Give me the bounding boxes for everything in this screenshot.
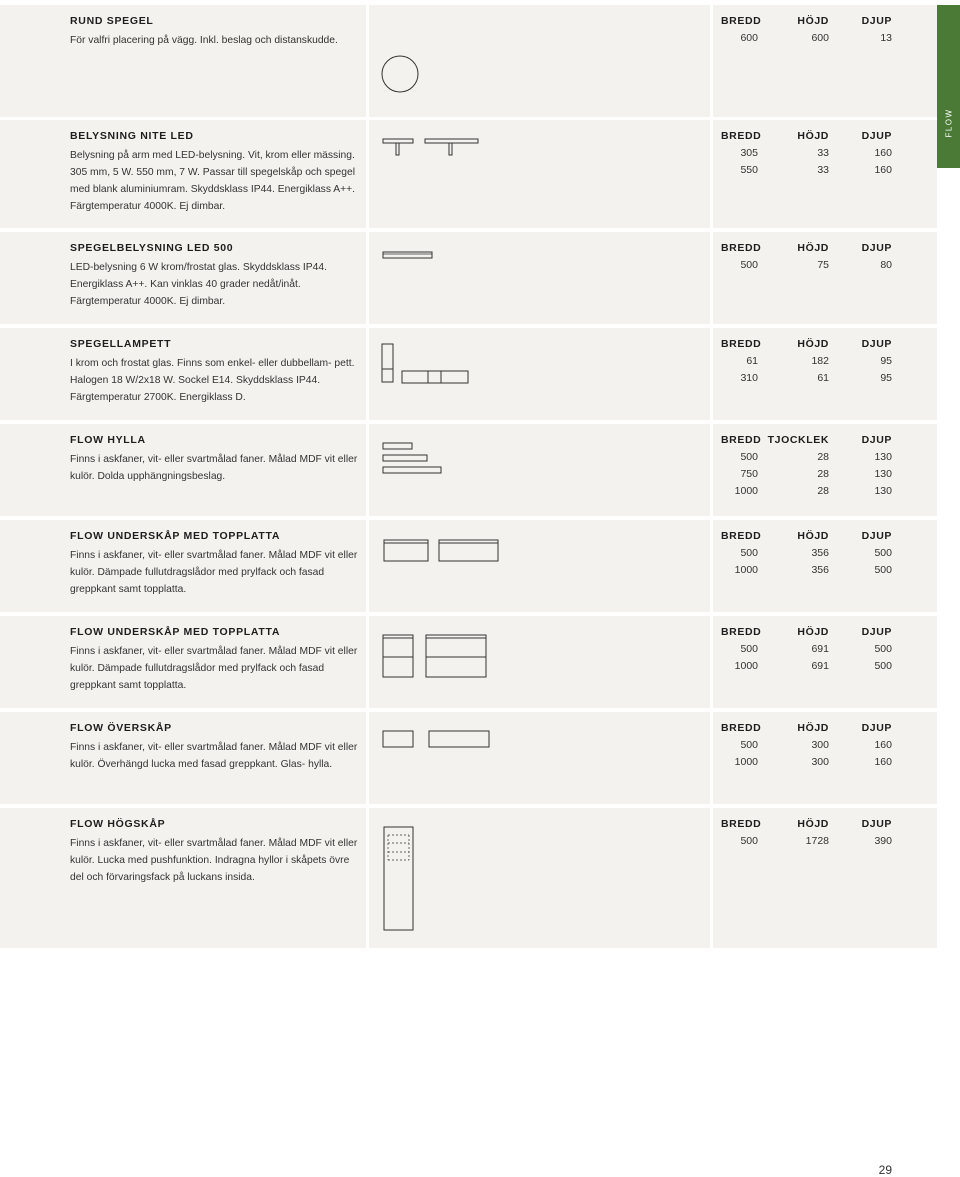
- product-info: [0, 520, 366, 612]
- spec-value: 95: [880, 355, 892, 367]
- product-info: [0, 424, 366, 516]
- spec-value: 390: [874, 835, 892, 847]
- product-title: SPEGELBELYSNING LED 500: [70, 242, 234, 254]
- product-specs-cell: [713, 616, 937, 708]
- spec-value: 160: [874, 756, 892, 768]
- spec-value: 500: [740, 259, 758, 271]
- spec-header-col: HÖJD: [797, 818, 829, 830]
- product-drawing-cell: [369, 328, 710, 420]
- product-specs-cell: [713, 808, 937, 948]
- spec-header-col: HÖJD: [797, 130, 829, 142]
- product-description: Belysning på arm med LED-belysning. Vit, krom eller mässing. 305 mm, 5 W. 550 mm, 7 W. Passar till spegelskåp och spegel med blank aluminiumram. Skyddsklass IP44. Energiklass A++. Färgtemperatur 4000K. Ej dimbar.: [70, 150, 356, 212]
- spec-row: [721, 835, 911, 852]
- product-description: I krom och frostat glas. Finns som enkel- eller dubbellam- pett. Halogen 18 W/2x18 W. Sockel E14. Skyddsklass IP44. Färgtemperatur 2700K. Energiklass D.: [70, 358, 355, 403]
- product-specs-cell: [713, 5, 937, 117]
- spec-value: 500: [740, 739, 758, 751]
- spec-value: 356: [811, 547, 829, 559]
- spec-header-col: BREDD: [721, 15, 762, 27]
- spec-value: 300: [811, 756, 829, 768]
- spec-row: [721, 564, 911, 581]
- spec-value: 160: [874, 147, 892, 159]
- spec-header-col: HÖJD: [797, 242, 829, 254]
- spec-header-col: DJUP: [861, 818, 892, 830]
- spec-value: 33: [817, 164, 829, 176]
- spec-table: [721, 530, 911, 581]
- spec-value: 691: [811, 660, 829, 672]
- spec-value: 1000: [734, 756, 758, 768]
- spec-value: 600: [740, 32, 758, 44]
- spec-row: [721, 147, 911, 164]
- product-row-spegellampett: [0, 328, 937, 420]
- product-title: SPEGELLAMPETT: [70, 338, 172, 350]
- product-title: FLOW HYLLA: [70, 434, 146, 446]
- spec-header-col: BREDD: [721, 530, 762, 542]
- spec-value: 28: [817, 451, 829, 463]
- side-tab-flow: [937, 5, 960, 168]
- product-row-flow-hylla: [0, 424, 937, 516]
- spec-value: 550: [740, 164, 758, 176]
- spec-row: [721, 643, 911, 660]
- spec-value: 500: [874, 547, 892, 559]
- spec-table: [721, 626, 911, 677]
- product-row-spegelbelysning-led-500: [0, 232, 937, 324]
- spec-row: [721, 660, 911, 677]
- product-specs-cell: [713, 712, 937, 804]
- tall-cabinet-drawing: [369, 808, 710, 948]
- product-info: [0, 328, 366, 420]
- product-info: [0, 712, 366, 804]
- spec-row: [721, 372, 911, 389]
- spec-value: 500: [740, 547, 758, 559]
- product-row-flow-overskap: [0, 712, 937, 804]
- spec-value: 80: [880, 259, 892, 271]
- product-description: För valfri placering på vägg. Inkl. beslag och distanskudde.: [70, 35, 338, 46]
- product-drawing-cell: [369, 424, 710, 516]
- spec-header-col: HÖJD: [797, 338, 829, 350]
- spec-table: [721, 338, 911, 389]
- spec-header: [721, 530, 911, 547]
- spec-row: [721, 468, 911, 485]
- product-drawing-cell: [369, 232, 710, 324]
- spec-row: [721, 756, 911, 773]
- spec-header-col: HÖJD: [797, 15, 829, 27]
- spec-header-col: BREDD: [721, 130, 762, 142]
- product-info: [0, 232, 366, 324]
- product-specs-cell: [713, 520, 937, 612]
- spec-table: [721, 15, 911, 49]
- spec-row: [721, 451, 911, 468]
- product-specs-cell: [713, 232, 937, 324]
- spec-header-col: DJUP: [861, 242, 892, 254]
- spec-row: [721, 355, 911, 372]
- spec-value: 130: [874, 485, 892, 497]
- spec-row: [721, 485, 911, 502]
- product-info: [0, 616, 366, 708]
- spec-header-col: BREDD: [721, 434, 762, 446]
- spec-row: [721, 547, 911, 564]
- product-row-flow-underskap-1: [0, 520, 937, 612]
- spec-value: 95: [880, 372, 892, 384]
- product-drawing-cell: [369, 120, 710, 228]
- spec-value: 600: [811, 32, 829, 44]
- spec-value: 160: [874, 164, 892, 176]
- spec-value: 160: [874, 739, 892, 751]
- spec-value: 1000: [734, 660, 758, 672]
- spec-header-col: HÖJD: [797, 530, 829, 542]
- spec-header: [721, 338, 911, 355]
- spec-value: 28: [817, 485, 829, 497]
- spec-header-col: DJUP: [861, 722, 892, 734]
- spec-header-col: DJUP: [861, 15, 892, 27]
- product-title: FLOW UNDERSKÅP MED TOPPLATTA: [70, 530, 281, 542]
- spec-value: 130: [874, 468, 892, 480]
- spec-value: 305: [740, 147, 758, 159]
- spec-header-col: DJUP: [861, 626, 892, 638]
- product-row-flow-hogskap: [0, 808, 937, 948]
- spec-header-col: TJOCKLEK: [767, 434, 829, 446]
- product-specs-cell: [713, 424, 937, 516]
- spec-header: [721, 722, 911, 739]
- round-mirror-drawing: [369, 5, 710, 117]
- spec-row: [721, 32, 911, 49]
- spec-value: 1000: [734, 485, 758, 497]
- product-drawing-cell: [369, 616, 710, 708]
- product-specs-cell: [713, 120, 937, 228]
- spec-table: [721, 818, 911, 852]
- spec-value: 61: [817, 372, 829, 384]
- product-description: Finns i askfaner, vit- eller svartmålad faner. Målad MDF vit eller kulör. Dämpade fullutdragslådor med prylfack och fasad greppkant samt topplatta.: [70, 646, 358, 691]
- spec-header-col: BREDD: [721, 818, 762, 830]
- product-drawing-cell: [369, 808, 710, 948]
- product-info: [0, 808, 366, 948]
- spec-header-col: BREDD: [721, 722, 762, 734]
- spec-header-col: DJUP: [861, 338, 892, 350]
- spec-header-col: BREDD: [721, 242, 762, 254]
- spec-value: 1000: [734, 564, 758, 576]
- page-number: 29: [878, 1163, 892, 1177]
- product-title: FLOW UNDERSKÅP MED TOPPLATTA: [70, 626, 281, 638]
- spec-value: 500: [740, 451, 758, 463]
- product-title: FLOW HÖGSKÅP: [70, 818, 166, 830]
- wall-lamp-drawing: [369, 328, 710, 420]
- spec-value: 356: [811, 564, 829, 576]
- spec-value: 130: [874, 451, 892, 463]
- side-tab-label: FLOW: [944, 108, 953, 138]
- product-row-flow-underskap-2: [0, 616, 937, 708]
- spec-value: 33: [817, 147, 829, 159]
- spec-header-col: BREDD: [721, 626, 762, 638]
- product-description: Finns i askfaner, vit- eller svartmålad faner. Målad MDF vit eller kulör. Lucka med pushfunktion. Indragna hyllor i skåpets övre del och förvaringsfack på luckans insida.: [70, 838, 358, 883]
- spec-header-col: BREDD: [721, 338, 762, 350]
- spec-value: 500: [740, 643, 758, 655]
- product-drawing-cell: [369, 520, 710, 612]
- spec-table: [721, 434, 911, 502]
- product-info: [0, 5, 366, 117]
- spec-header-col: DJUP: [861, 130, 892, 142]
- product-drawing-cell: [369, 712, 710, 804]
- spec-header: [721, 130, 911, 147]
- spec-value: 13: [880, 32, 892, 44]
- spec-header: [721, 15, 911, 32]
- spec-header-col: DJUP: [861, 434, 892, 446]
- spec-value: 300: [811, 739, 829, 751]
- spec-value: 61: [746, 355, 758, 367]
- product-description: Finns i askfaner, vit- eller svartmålad faner. Målad MDF vit eller kulör. Överhängd lucka med fasad greppkant. Glas- hylla.: [70, 742, 358, 770]
- spec-value: 691: [811, 643, 829, 655]
- product-row-belysning-nite-led: [0, 120, 937, 228]
- spec-value: 500: [740, 835, 758, 847]
- spec-value: 500: [874, 660, 892, 672]
- spec-value: 310: [740, 372, 758, 384]
- spec-value: 75: [817, 259, 829, 271]
- spec-value: 500: [874, 564, 892, 576]
- spec-value: 182: [811, 355, 829, 367]
- spec-header-col: HÖJD: [797, 722, 829, 734]
- base-cabinet-drawing: [369, 520, 710, 612]
- spec-value: 1728: [805, 835, 829, 847]
- product-title: RUND SPEGEL: [70, 15, 154, 27]
- spec-table: [721, 722, 911, 773]
- spec-table: [721, 130, 911, 181]
- spec-row: [721, 164, 911, 181]
- base-cabinet-two-drawer-drawing: [369, 616, 710, 708]
- spec-header: [721, 434, 911, 451]
- product-description: Finns i askfaner, vit- eller svartmålad faner. Målad MDF vit eller kulör. Dolda upphängningsbeslag.: [70, 454, 358, 482]
- spec-header: [721, 242, 911, 259]
- spec-value: 500: [874, 643, 892, 655]
- led-mirror-light-drawing: [369, 232, 710, 324]
- spec-value: 28: [817, 468, 829, 480]
- spec-header: [721, 626, 911, 643]
- led-arm-light-drawing: [369, 120, 710, 228]
- wall-cabinet-drawing: [369, 712, 710, 804]
- product-title: FLOW ÖVERSKÅP: [70, 722, 172, 734]
- product-description: LED-belysning 6 W krom/frostat glas. Skyddsklass IP44. Energiklass A++. Kan vinklas 40 grader nedåt/inåt. Färgtemperatur 4000K. Ej dimbar.: [70, 262, 327, 307]
- shelf-drawing: [369, 424, 710, 516]
- spec-table: [721, 242, 911, 276]
- product-info: [0, 120, 366, 228]
- spec-row: [721, 259, 911, 276]
- spec-header: [721, 818, 911, 835]
- product-drawing-cell: [369, 5, 710, 117]
- spec-header-col: DJUP: [861, 530, 892, 542]
- product-specs-cell: [713, 328, 937, 420]
- spec-header-col: HÖJD: [797, 626, 829, 638]
- product-description: Finns i askfaner, vit- eller svartmålad faner. Målad MDF vit eller kulör. Dämpade fullutdragslådor med prylfack och fasad greppkant samt topplatta.: [70, 550, 358, 595]
- product-title: BELYSNING NITE LED: [70, 130, 194, 142]
- spec-row: [721, 739, 911, 756]
- product-row-rund-spegel: [0, 5, 937, 117]
- spec-value: 750: [740, 468, 758, 480]
